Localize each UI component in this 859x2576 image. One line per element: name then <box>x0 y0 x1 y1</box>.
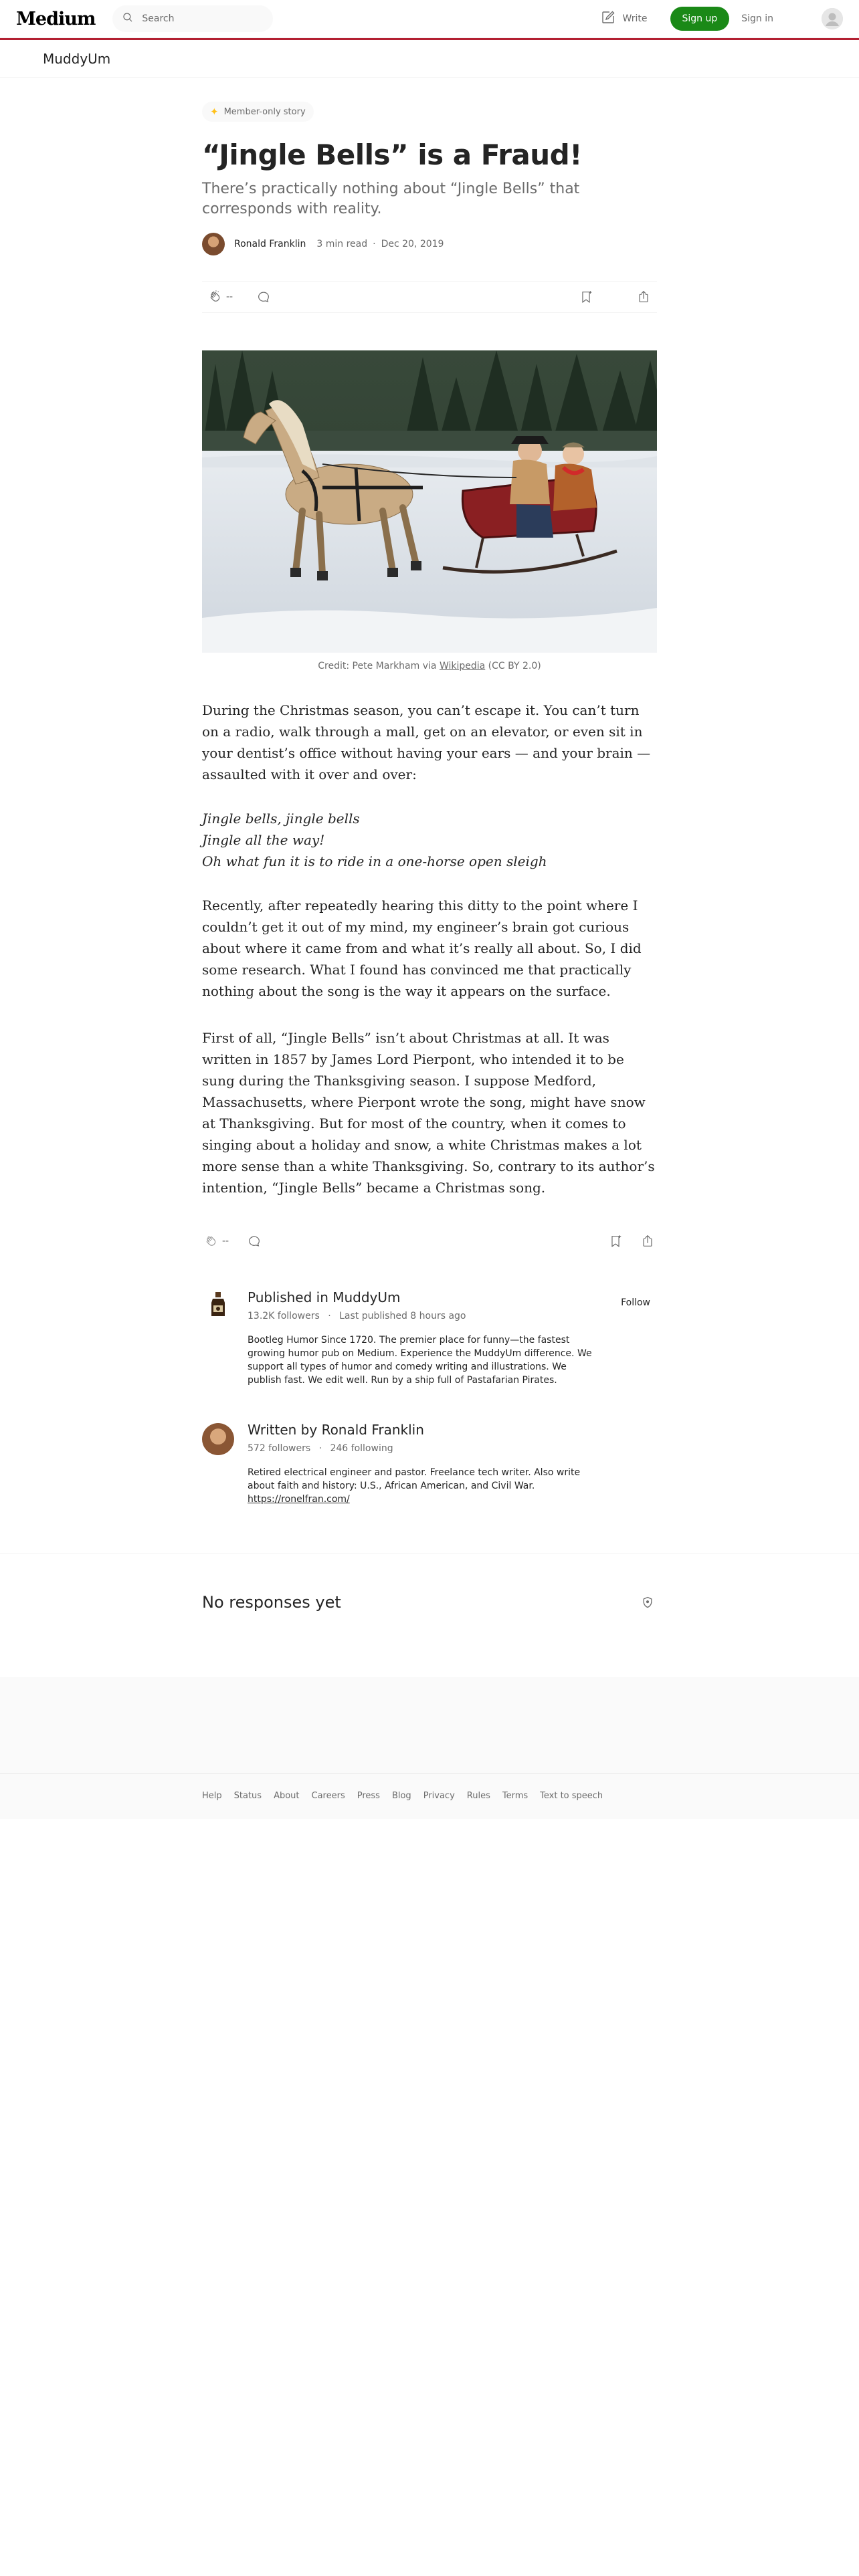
poem-block <box>202 808 657 872</box>
bookmark-icon[interactable] <box>607 1233 624 1249</box>
publish-date: Dec 20, 2019 <box>381 239 444 249</box>
publication-logo-icon[interactable] <box>202 1288 234 1320</box>
caption-suffix: (CC BY 2.0) <box>485 661 541 671</box>
paragraph-1: During the Christmas season, you can’t escape it. You can’t turn on a radio, walk through a mall, get on an elevator, or even sit in your dentist’s office without having your ears — and your brain — assaulted with it over and over: <box>202 702 651 782</box>
footer-link-rules[interactable]: Rules <box>466 1791 490 1801</box>
separator-dot: · <box>318 1443 322 1454</box>
write-button[interactable] <box>600 9 648 28</box>
member-only-label: Member-only story <box>223 106 306 117</box>
author-following[interactable]: 246 following <box>330 1443 393 1454</box>
search-icon <box>122 11 134 26</box>
poem-line: Jingle all the way! <box>202 832 325 848</box>
publication-name[interactable]: MuddyUm <box>43 50 111 67</box>
responses-heading: No responses yet <box>202 1593 341 1612</box>
search-box[interactable] <box>112 5 273 32</box>
footer-link-careers[interactable]: Careers <box>311 1791 345 1801</box>
author-bio <box>248 1466 595 1506</box>
top-navbar <box>0 0 859 38</box>
publication-description: Bootleg Humor Since 1720. The premier place for funny—the fastest growing humor pub on Medium. Experience the MuddyUm difference. We support all types of humor and comedy writing and illustrations. We publish fast. We edit well. Run by a ship full of Pastafarian Pirates. <box>248 1335 592 1386</box>
paragraph-2: Recently, after repeatedly hearing this ditty to the point where I couldn’t get it out of my mind, my engineer’s brain got curious about where it came from and what it’s really all about. So, I did some research. What I found has convinced me that practically nothing about the song is the way it appears on the surface. <box>202 897 642 999</box>
footer-link-blog[interactable]: Blog <box>391 1791 411 1801</box>
nav-actions <box>600 7 843 31</box>
author-card-meta <box>248 1443 595 1454</box>
comment-icon[interactable] <box>246 1233 262 1249</box>
sign-in-link[interactable]: Sign in <box>741 13 773 24</box>
search-input[interactable] <box>142 13 262 24</box>
shield-icon[interactable] <box>641 1596 654 1609</box>
author-bio-text: Retired electrical engineer and pastor. Freelance tech writer. Also write about faith and history: U.S., African American, and Civil War. <box>248 1467 581 1491</box>
user-avatar-icon[interactable] <box>822 8 843 29</box>
medium-logo[interactable]: Medium <box>16 8 96 29</box>
clap-icon[interactable] <box>203 1233 219 1249</box>
footer-link-privacy[interactable]: Privacy <box>423 1791 455 1801</box>
share-icon[interactable] <box>636 289 652 305</box>
caption-wikipedia-link[interactable]: Wikipedia <box>439 661 486 671</box>
follow-button[interactable]: Follow <box>621 1297 650 1308</box>
publication-followers[interactable]: 13.2K followers <box>248 1311 320 1321</box>
article-action-bar-top <box>202 281 657 313</box>
star-icon: ✦ <box>210 106 219 118</box>
article-title: “Jingle Bells” is a Fraud! <box>202 138 582 171</box>
poem-line: Jingle bells, jingle bells <box>202 811 360 827</box>
footer-link-status[interactable]: Status <box>233 1791 262 1801</box>
article-subtitle: There’s practically nothing about “Jingle Bells” that corresponds with reality. <box>202 181 580 217</box>
write-label: Write <box>622 13 648 24</box>
clap-count: -- <box>226 292 233 302</box>
share-icon[interactable] <box>640 1233 656 1249</box>
author-name[interactable]: Ronald Franklin <box>234 239 306 249</box>
bookmark-icon[interactable] <box>578 289 594 305</box>
article-hero-image <box>202 350 657 653</box>
caption-prefix: Credit: Pete Markham via <box>318 661 440 671</box>
clap-icon[interactable] <box>207 289 223 305</box>
write-icon <box>600 9 623 28</box>
footer-link-terms[interactable]: Terms <box>502 1791 529 1801</box>
paragraph-3: First of all, “Jingle Bells” isn’t about Christmas at all. It was written in 1857 by James Lord Pierpont, who intended it to be sung during the Thanksgiving season. I suppose Medford, Massachusetts, where Pierpont wrote the song, might have snow at Thanksgiving. But for most of the country, when it comes to singing about a holiday and snow, a white Christmas makes a lot more sense than a white Thanksgiving. So, contrary to its author’s intention, “Jingle Bells” became a Christmas song. <box>202 1030 655 1196</box>
comment-icon[interactable] <box>256 289 272 305</box>
publication-card-meta <box>248 1311 595 1321</box>
author-card-avatar[interactable] <box>202 1423 234 1455</box>
poem-line: Oh what fun it is to ride in a one-horse open sleigh <box>202 853 547 869</box>
member-only-badge <box>202 102 314 122</box>
article-action-bar-bottom <box>202 1225 657 1257</box>
byline <box>202 233 444 255</box>
author-avatar[interactable] <box>202 233 225 255</box>
author-website-link[interactable]: https://ronelfran.com/ <box>248 1494 350 1505</box>
separator-dot: · <box>328 1311 331 1321</box>
sign-up-button[interactable]: Sign up <box>670 7 730 31</box>
separator-dot: · <box>373 239 376 249</box>
footer-link-about[interactable]: About <box>274 1791 300 1801</box>
author-followers[interactable]: 572 followers <box>248 1443 311 1454</box>
image-caption <box>202 661 657 671</box>
clap-count: -- <box>222 1236 229 1247</box>
publication-bar <box>0 40 859 78</box>
read-time: 3 min read <box>316 239 368 249</box>
footer-link-text-to-speech[interactable]: Text to speech <box>540 1791 603 1801</box>
author-card-title[interactable]: Written by Ronald Franklin <box>248 1422 424 1438</box>
footer-link-press[interactable]: Press <box>357 1791 380 1801</box>
footer-links <box>202 1791 615 1801</box>
publication-last-published: Last published 8 hours ago <box>339 1311 466 1321</box>
footer-link-help[interactable]: Help <box>202 1791 222 1801</box>
publication-card-title[interactable]: Published in MuddyUm <box>248 1289 401 1305</box>
